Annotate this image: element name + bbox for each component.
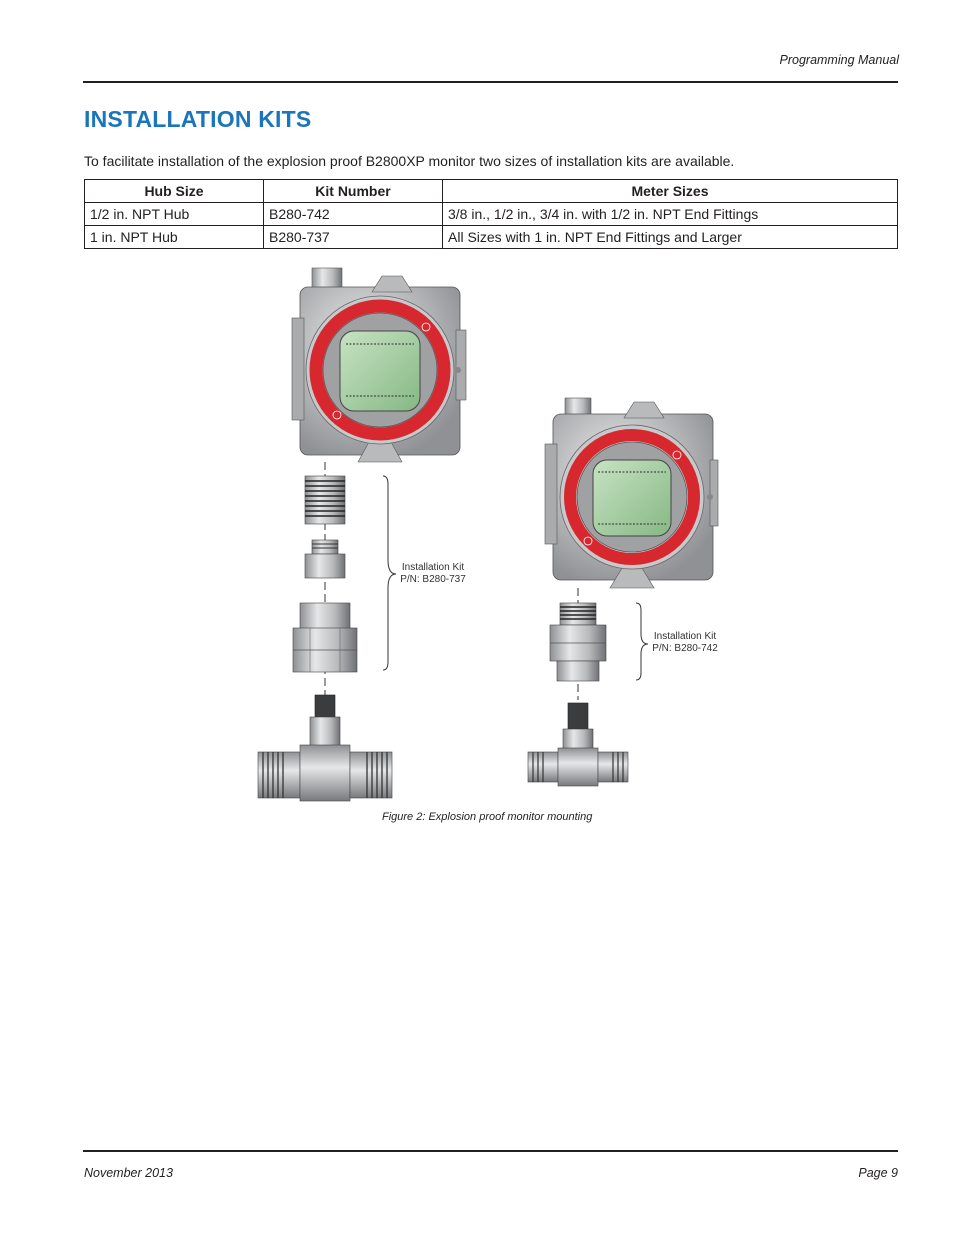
table-row [85,203,898,226]
right-monitor [545,398,718,588]
footer-page-number: Page 9 [858,1166,898,1180]
table-cell: B280-742 [264,203,443,226]
table-cell: All Sizes with 1 in. NPT End Fittings and Larger [443,226,898,249]
header-rule [83,81,898,83]
column-header-meter-sizes: Meter Sizes [443,180,898,203]
right-kit-label-line2: P/N: B280-742 [652,643,718,654]
footer-rule [83,1150,898,1152]
left-monitor [292,268,466,462]
column-header-hub-size: Hub Size [85,180,264,203]
left-kit-parts [293,476,357,672]
table-cell: 1/2 in. NPT Hub [85,203,264,226]
column-header-kit-number: Kit Number [264,180,443,203]
intro-paragraph: To facilitate installation of the explosion proof B2800XP monitor two sizes of installation kits are available. [84,153,735,169]
left-flow-meter [258,695,392,801]
section-title: INSTALLATION KITS [84,106,312,132]
mounting-illustration [250,262,750,807]
right-flow-meter [528,703,628,786]
table-cell: 1 in. NPT Hub [85,226,264,249]
installation-kits-table [84,179,898,249]
footer-date: November 2013 [84,1166,173,1180]
left-kit-label-line2: P/N: B280-737 [400,574,466,585]
figure-caption: Figure 2: Explosion proof monitor mounting [382,811,593,823]
right-kit-parts [550,603,606,681]
running-header: Programming Manual [779,53,899,67]
table-cell: 3/8 in., 1/2 in., 3/4 in. with 1/2 in. NPT End Fittings [443,203,898,226]
table-cell: B280-737 [264,226,443,249]
left-kit-label-line1: Installation Kit [401,562,465,573]
table-row [85,226,898,249]
table-header-row [85,180,898,203]
right-kit-label-line1: Installation Kit [653,631,717,642]
